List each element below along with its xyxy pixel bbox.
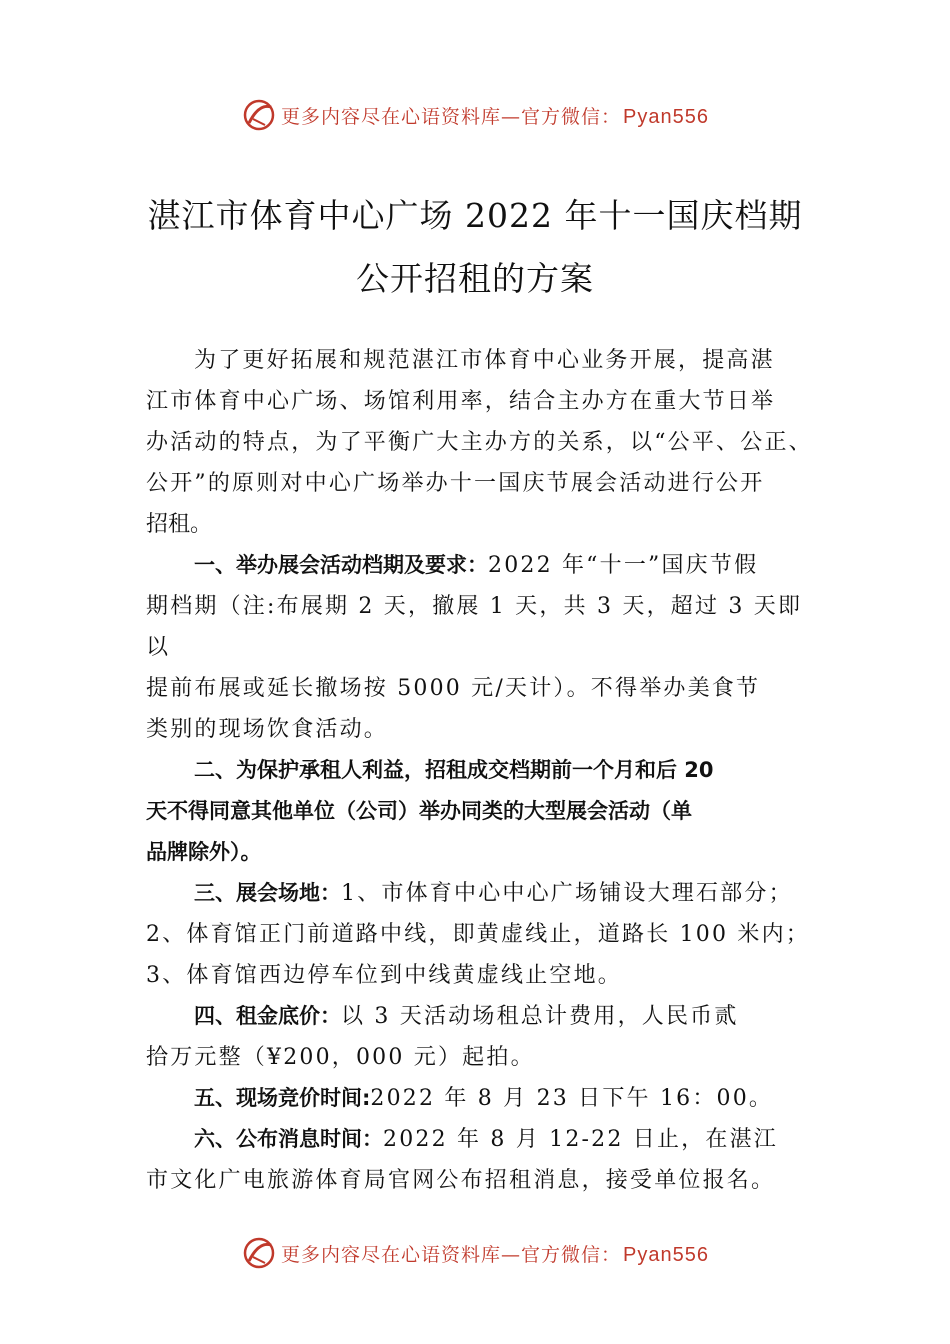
watermark-wechat-id: Pyan556 — [623, 1243, 709, 1266]
intro-line: 为了更好拓展和规范湛江市体育中心业务开展，提高湛 — [194, 348, 775, 373]
intro-line: 招租。 — [146, 512, 213, 537]
watermark-wechat-id: Pyan556 — [623, 105, 709, 128]
section-3-heading: 三、展会场地： — [194, 881, 341, 905]
section-1 — [146, 545, 810, 750]
watermark-text: 更多内容尽在心语资料库—官方微信： Pyan556 — [281, 1243, 709, 1266]
section-3 — [146, 873, 810, 996]
section-2-line: 品牌除外）。 — [146, 840, 262, 864]
section-3-line: 1、市体育中心中心广场铺设大理石部分； — [341, 881, 793, 906]
section-2 — [146, 750, 810, 873]
watermark-header — [0, 95, 950, 135]
document-body — [146, 340, 813, 1201]
section-6-heading: 六、公布消息时间： — [194, 1127, 383, 1151]
intro-line: 江市体育中心广场、场馆利用率，结合主办方在重大节日举 — [146, 389, 776, 414]
section-2-line: 二、为保护承租人利益，招租成交档期前一个月和后 20 — [194, 758, 714, 782]
section-4-line: 以 3 天活动场租总计费用，人民币贰 — [341, 1004, 739, 1029]
section-4-heading: 四、租金底价： — [194, 1004, 341, 1028]
watermark-logo-icon — [241, 97, 277, 133]
intro-line: 公开”的原则对中心广场举办十一国庆节展会活动进行公开 — [146, 471, 765, 496]
watermark-logo-icon — [241, 1235, 277, 1271]
document-title-line-2: 公开招租的方案 — [356, 259, 594, 298]
section-4 — [146, 996, 810, 1078]
section-5-heading: 五、现场竞价时间: — [194, 1086, 371, 1110]
intro-paragraph — [146, 340, 813, 545]
watermark-text: 更多内容尽在心语资料库—官方微信： Pyan556 — [281, 105, 709, 128]
section-5 — [146, 1078, 810, 1119]
section-3-line: 3、体育馆西边停车位到中线黄虚线止空地。 — [146, 963, 622, 988]
section-6-line: 市文化广电旅游体育局官网公布招租消息，接受单位报名。 — [146, 1168, 776, 1193]
section-1-line: 提前布展或延长撤场按 5000 元/天计）。不得举办美食节 — [146, 676, 761, 701]
section-2-line: 天不得同意其他单位（公司）举办同类的大型展会活动（单 — [146, 799, 692, 823]
section-6 — [146, 1119, 810, 1201]
intro-line: 办活动的特点，为了平衡广大主办方的关系，以“公平、公正、 — [146, 430, 813, 455]
section-3-line: 2、体育馆正门前道路中线，即黄虚线止，道路长 100 米内； — [146, 922, 810, 947]
section-1-line: 类别的现场饮食活动。 — [146, 717, 389, 742]
section-1-heading: 一、举办展会活动档期及要求： — [194, 553, 488, 577]
section-5-text: 2022 年 8 月 23 日下午 16：00。 — [370, 1086, 774, 1111]
section-6-line: 2022 年 8 月 12-22 日止，在湛江 — [383, 1127, 778, 1152]
section-1-line: 以 — [146, 635, 169, 660]
section-1-line: 期档期（注:布展期 2 天，撤展 1 天，共 3 天，超过 3 天即 — [146, 594, 803, 619]
section-4-line: 拾万元整（¥200，000 元）起拍。 — [146, 1045, 535, 1070]
document-title-line-1: 湛江市体育中心广场 2022 年十一国庆档期 — [147, 196, 803, 235]
section-1-line: 2022 年“十一”国庆节假 — [488, 553, 759, 578]
watermark-footer — [0, 1233, 950, 1273]
